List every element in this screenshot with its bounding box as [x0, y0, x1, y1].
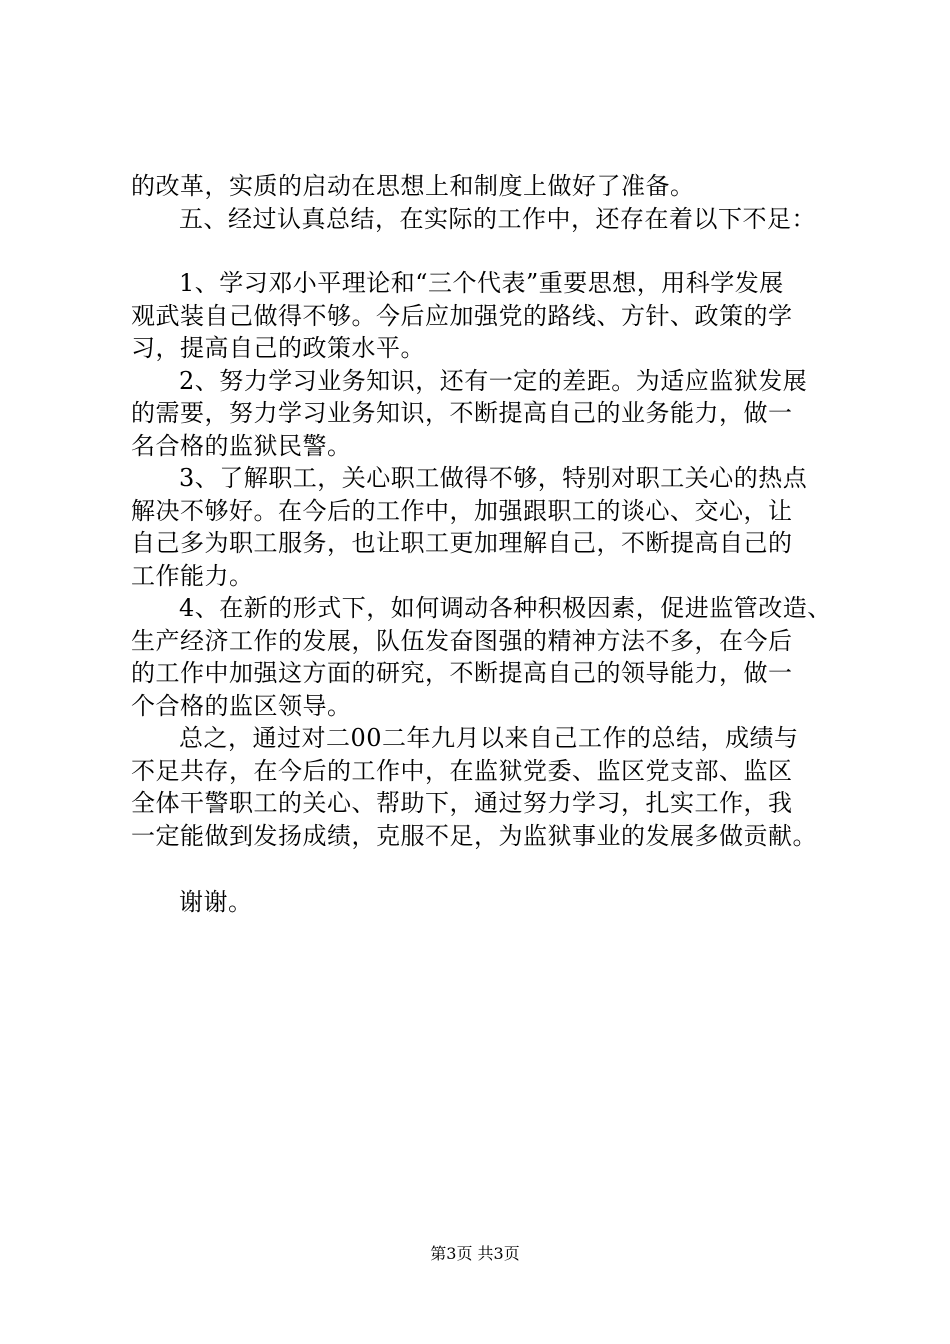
text-line: 4、在新的形式下，如何调动各种积极因素，促进监管改造、	[179, 594, 832, 622]
page-footer: 第3页 共3页	[430, 1244, 520, 1263]
text-line: 不足共存，在今后的工作中，在监狱党委、监区党支部、监区	[131, 756, 793, 785]
document-body	[131, 170, 831, 919]
paragraph-spacer	[131, 852, 831, 886]
text-line: 一定能做到发扬成绩，克服不足，为监狱事业的发展多做贡献。	[131, 821, 817, 850]
text-line: 总之，通过对二00二年九月以来自己工作的总结，成绩与	[179, 724, 799, 752]
section-heading: 五、经过认真总结，在实际的工作中，还存在着以下不足：	[179, 204, 816, 233]
text-line: 自己多为职工服务，也让职工更加理解自己，不断提高自己的	[131, 529, 793, 557]
closing-line: 谢谢。	[179, 888, 253, 916]
text-line: 解决不够好。在今后的工作中，加强跟职工的谈心、交心，让	[131, 496, 793, 525]
text-line: 1、学习邓小平理论和“三个代表”重要思想，用科学发展	[179, 269, 784, 297]
text-line: 3、了解职工，关心职工做得不够，特别对职工关心的热点	[179, 464, 808, 492]
text-line: 个合格的监区领导。	[131, 691, 352, 720]
text-line: 的需要，努力学习业务知识，不断提高自己的业务能力，做一	[131, 399, 793, 427]
text-line: 观武装自己做得不够。今后应加强党的路线、方针、政策的学	[131, 301, 793, 330]
text-line: 名合格的监狱民警。	[131, 431, 352, 460]
text-line: 生产经济工作的发展，队伍发奋图强的精神方法不多，在今后	[131, 626, 793, 655]
text-line: 的工作中加强这方面的研究，不断提高自己的领导能力，做一	[131, 659, 793, 687]
paragraph-spacer	[131, 235, 831, 267]
text-line: 全体干警职工的关心、帮助下，通过努力学习，扎实工作，我	[131, 789, 793, 817]
text-line: 习，提高自己的政策水平。	[131, 334, 425, 362]
text-line: 的改革，实质的启动在思想上和制度上做好了准备。	[131, 172, 695, 200]
text-line: 工作能力。	[131, 561, 254, 590]
text-line: 2、努力学习业务知识，还有一定的差距。为适应监狱发展	[179, 366, 808, 395]
